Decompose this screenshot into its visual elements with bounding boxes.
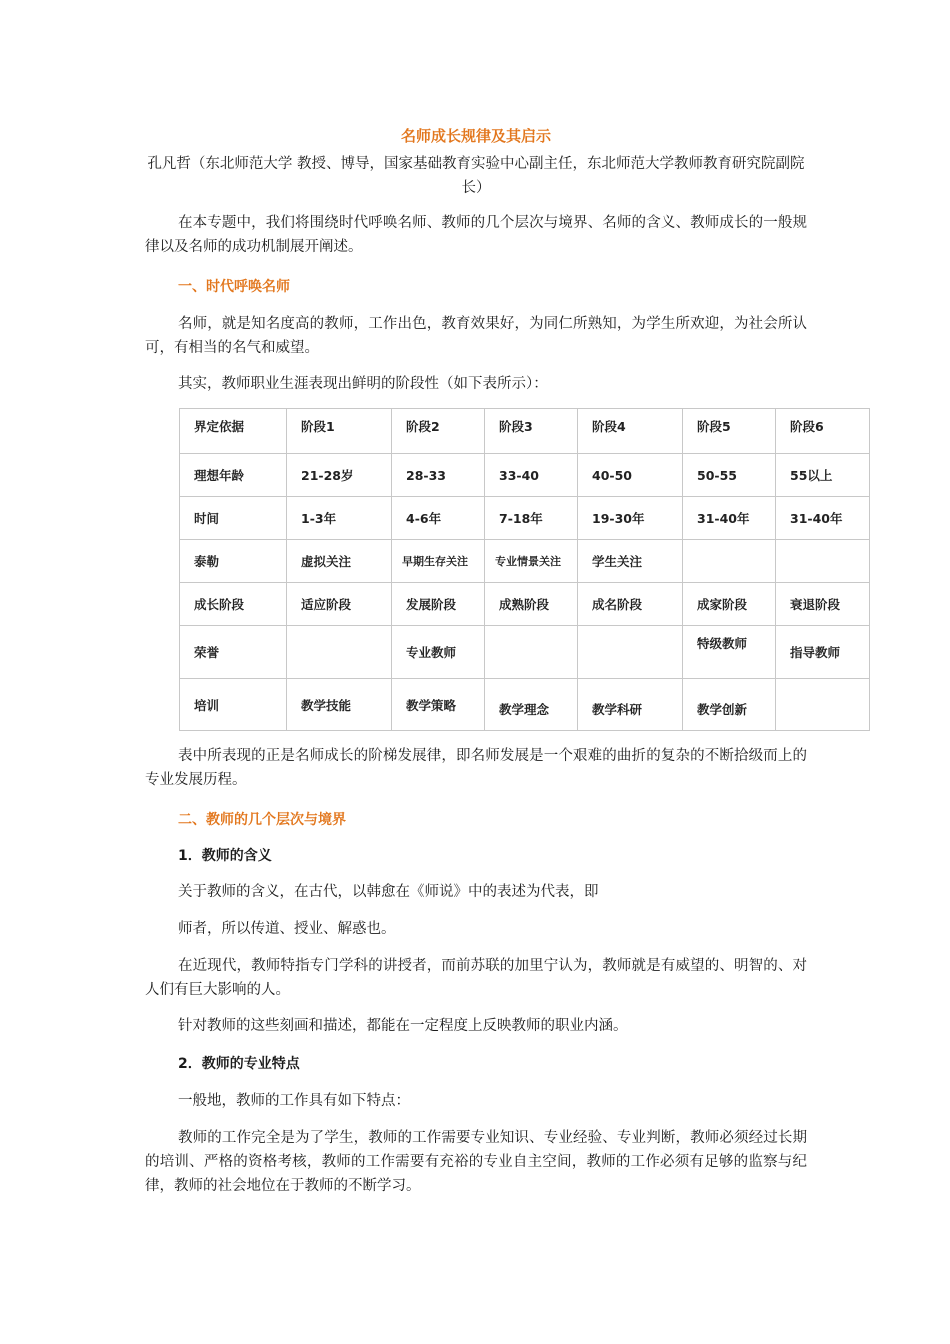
table-cell	[776, 540, 870, 583]
table-cell: 7-18年	[485, 497, 578, 540]
table-cell: 33-40	[485, 454, 578, 497]
table-row	[180, 626, 870, 679]
section1-heading: 一、时代呼唤名师	[178, 279, 290, 295]
table-cell: 成家阶段	[683, 583, 776, 626]
table-cell: 50-55	[683, 454, 776, 497]
table-cell: 成长阶段	[180, 583, 287, 626]
table-cell: 55以上	[776, 454, 870, 497]
table-cell: 时间	[180, 497, 287, 540]
table-cell	[683, 540, 776, 583]
table-header-cell: 界定依据	[180, 409, 287, 454]
intro-paragraph: 在本专题中，我们将围绕时代呼唤名师、教师的几个层次与境界、名师的含义、教师成长的一般规律以及名师的成功机制展开阐述。	[145, 215, 807, 255]
section2-paragraph-6: 教师的工作完全是为了学生，教师的工作需要专业知识、专业经验、专业判断，教师必须经过长期的培训、严格的资格考核，教师的工作需要有充裕的专业自主空间，教师的工作必须有足够的监察与纪律，教师的社会地位在于教师的不断学习。	[145, 1130, 807, 1194]
table-cell: 培训	[180, 679, 287, 731]
table-cell: 教学策略	[392, 679, 485, 731]
table-cell: 教学理念	[485, 679, 578, 731]
section2-paragraph-4: 针对教师的这些刻画和描述，都能在一定程度上反映教师的职业内涵。	[178, 1018, 628, 1034]
table-cell: 成熟阶段	[485, 583, 578, 626]
table-header-cell: 阶段2	[392, 409, 485, 454]
table-header-cell: 阶段1	[287, 409, 392, 454]
section2-paragraph-1: 关于教师的含义，在古代，以韩愈在《师说》中的表述为代表，即	[178, 884, 599, 900]
table-cell	[287, 626, 392, 679]
section2-paragraph-2: 师者，所以传道、授业、解惑也。	[178, 921, 396, 937]
section1-after-table-paragraph: 表中所表现的正是名师成长的阶梯发展律，即名师发展是一个艰难的曲折的复杂的不断拾级而上的专业发展历程。	[145, 748, 807, 788]
table-cell: 泰勒	[180, 540, 287, 583]
table-cell: 21-28岁	[287, 454, 392, 497]
table-header-cell: 阶段4	[578, 409, 683, 454]
table-cell: 理想年龄	[180, 454, 287, 497]
career-stage-table	[179, 408, 870, 731]
subsection-1-heading: 1．教师的含义	[178, 848, 272, 864]
table-cell	[485, 626, 578, 679]
section2-heading: 二、教师的几个层次与境界	[178, 812, 346, 828]
section1-paragraph-1: 名师，就是知名度高的教师，工作出色，教育效果好，为同仁所熟知，为学生所欢迎，为社会所认可，有相当的名气和威望。	[145, 316, 807, 356]
table-cell: 专业情景关注	[485, 540, 578, 583]
table-cell: 19-30年	[578, 497, 683, 540]
table-cell: 早期生存关注	[392, 540, 485, 583]
table-header-cell: 阶段3	[485, 409, 578, 454]
table-cell: 4-6年	[392, 497, 485, 540]
table-cell: 28-33	[392, 454, 485, 497]
table-cell: 教学技能	[287, 679, 392, 731]
table-cell: 发展阶段	[392, 583, 485, 626]
table-header-cell: 阶段6	[776, 409, 870, 454]
table-cell: 教学创新	[683, 679, 776, 731]
table-cell: 衰退阶段	[776, 583, 870, 626]
table-cell: 荣誉	[180, 626, 287, 679]
table-row	[180, 540, 870, 583]
table-row	[180, 583, 870, 626]
table-cell	[578, 626, 683, 679]
table-row	[180, 679, 870, 731]
subsection-2-heading: 2．教师的专业特点	[178, 1056, 300, 1072]
section1-paragraph-2: 其实，教师职业生涯表现出鲜明的阶段性（如下表所示）：	[178, 376, 548, 392]
table-cell: 学生关注	[578, 540, 683, 583]
table-row	[180, 497, 870, 540]
table-cell: 虚拟关注	[287, 540, 392, 583]
section2-paragraph-5: 一般地，教师的工作具有如下特点：	[178, 1093, 410, 1109]
table-cell	[776, 679, 870, 731]
table-cell: 成名阶段	[578, 583, 683, 626]
table-cell: 31-40年	[683, 497, 776, 540]
table-cell: 40-50	[578, 454, 683, 497]
table-cell: 指导教师	[776, 626, 870, 679]
section2-paragraph-3: 在近现代，教师特指专门学科的讲授者，而前苏联的加里宁认为，教师就是有威望的、明智的、对人们有巨大影响的人。	[145, 958, 807, 998]
table-cell: 31-40年	[776, 497, 870, 540]
table-row	[180, 454, 870, 497]
table-cell: 1-3年	[287, 497, 392, 540]
table-header-row	[180, 409, 870, 454]
table-header-cell: 阶段5	[683, 409, 776, 454]
document-title: 名师成长规律及其启示	[400, 127, 551, 145]
table-cell: 专业教师	[392, 626, 485, 679]
author-line: 孔凡哲（东北师范大学 教授、博导，国家基础教育实验中心副主任，东北师范大学教师教育研究院副院长）	[147, 156, 805, 196]
table-cell: 适应阶段	[287, 583, 392, 626]
table-cell: 特级教师	[683, 626, 776, 679]
table-cell: 教学科研	[578, 679, 683, 731]
